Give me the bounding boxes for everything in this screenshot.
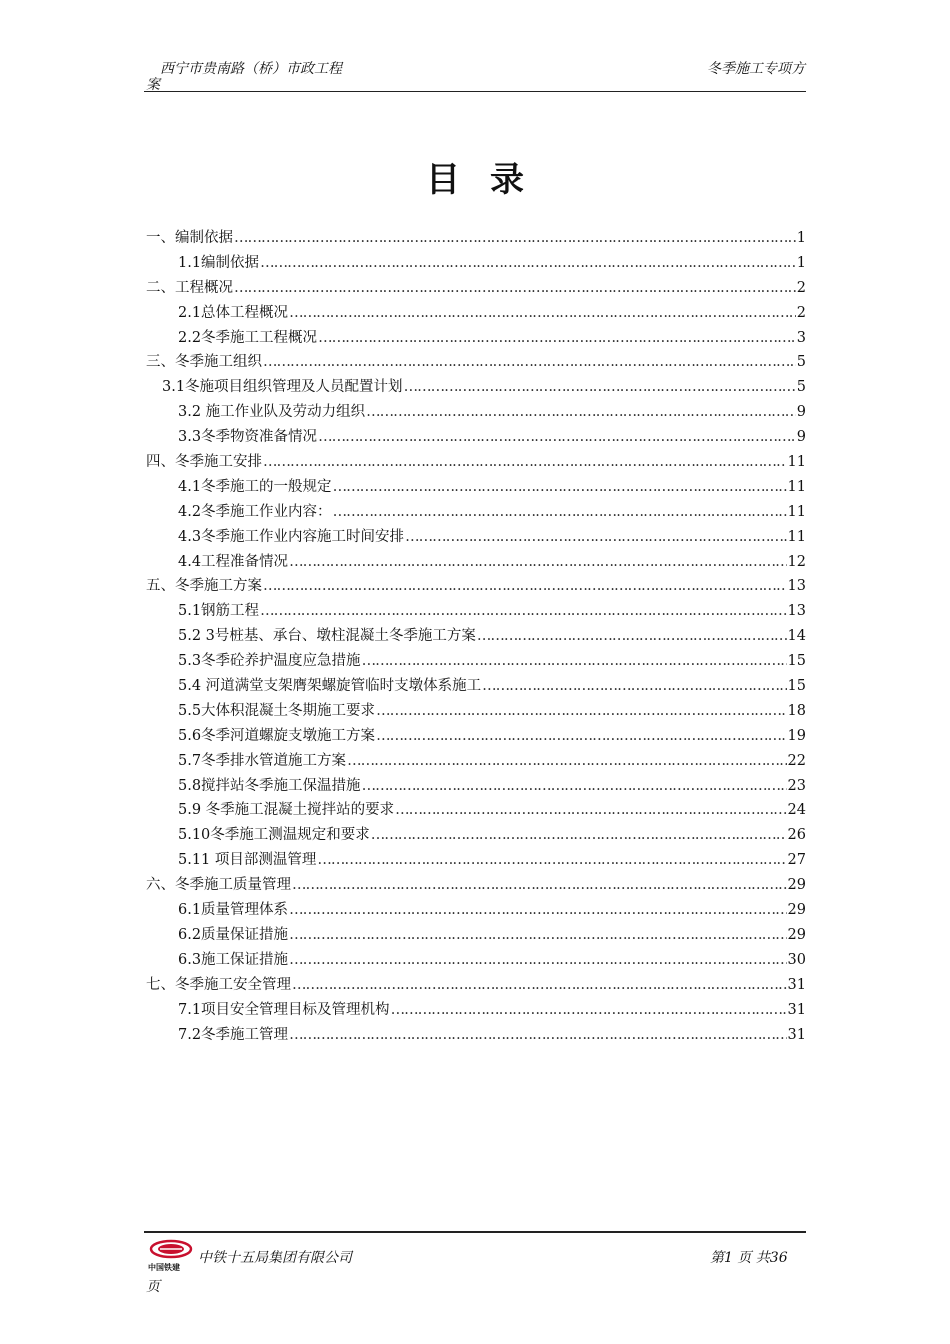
toc-entry[interactable]: [146, 375, 806, 400]
toc-leader-dots: [376, 703, 786, 719]
toc-entry[interactable]: [146, 550, 806, 575]
toc-entry[interactable]: [146, 873, 806, 898]
footer-company: 中铁十五局集团有限公司: [198, 1250, 352, 1266]
footer-page-info: 第1 页 共36: [710, 1250, 788, 1266]
toc-entry-label: 5.1钢筋工程: [178, 603, 260, 620]
toc-leader-dots: [371, 827, 787, 843]
toc-entry[interactable]: [146, 923, 806, 948]
toc-entry-page: 26: [787, 827, 806, 844]
toc-entry-page: 24: [787, 802, 806, 819]
toc-entry-page: 1: [796, 230, 806, 246]
toc-entry-page: 3: [796, 329, 806, 346]
toc-entry-page: 27: [787, 852, 806, 869]
toc-leader-dots: [395, 802, 786, 818]
toc-entry-label: 五、冬季施工方案: [146, 578, 262, 595]
toc-entry[interactable]: [146, 525, 806, 550]
toc-entry-label: 一、编制依据: [146, 230, 233, 246]
toc-entry-label: 5.4 河道满堂支架膺架螺旋管临时支墩体系施工: [178, 678, 482, 695]
toc-leader-dots: [289, 902, 786, 918]
toc-entry-page: 18: [787, 702, 806, 719]
toc-entry-label: 6.3施工保证措施: [178, 951, 289, 968]
toc-entry-page: 29: [787, 926, 806, 943]
toc-entry[interactable]: [146, 973, 806, 998]
toc-entry[interactable]: [146, 674, 806, 699]
toc-entry[interactable]: [146, 798, 806, 823]
toc-entry[interactable]: [146, 574, 806, 599]
toc-entry-label: 1.1编制依据: [178, 254, 260, 271]
toc-entry-page: 2: [796, 279, 806, 296]
page-title: 目录: [426, 160, 554, 200]
toc-entry[interactable]: [146, 898, 806, 923]
toc-leader-dots: [404, 379, 796, 395]
toc-leader-dots: [234, 230, 796, 246]
toc-entry[interactable]: [146, 301, 806, 326]
header-doc-title: 冬季施工专项方: [707, 61, 805, 77]
toc-leader-dots: [289, 305, 796, 321]
toc-entry-page: 11: [787, 454, 806, 471]
toc-entry-page: 22: [787, 752, 806, 769]
toc-entry-label: 三、冬季施工组织: [146, 354, 262, 371]
toc-entry-label: 二、工程概况: [146, 279, 233, 296]
toc-entry[interactable]: [146, 1023, 806, 1048]
toc-entry-page: 9: [796, 429, 806, 446]
toc-leader-dots: [289, 952, 786, 968]
toc-entry-label: 5.2 3号桩基、承台、墩柱混凝土冬季施工方案: [178, 628, 476, 645]
toc-entry-page: 12: [787, 553, 806, 570]
toc-entry[interactable]: [146, 326, 806, 351]
toc-entry-page: 30: [787, 951, 806, 968]
toc-entry[interactable]: [146, 475, 806, 500]
toc-entry-page: 29: [787, 877, 806, 894]
toc-leader-dots: [362, 778, 787, 794]
toc-entry-label: 2.2冬季施工工程概况: [178, 329, 318, 346]
toc-leader-dots: [347, 753, 786, 769]
toc-entry-page: 1: [796, 254, 806, 271]
toc-entry-label: 3.3冬季物资准备情况: [178, 429, 318, 446]
toc-leader-dots: [317, 852, 786, 868]
toc-leader-dots: [318, 330, 796, 346]
toc-entry-label: 5.6冬季河道螺旋支墩施工方案: [178, 727, 376, 744]
toc-entry-page: 5: [796, 354, 806, 371]
toc-leader-dots: [260, 255, 796, 271]
toc-entry-page: 23: [787, 777, 806, 794]
toc-entry[interactable]: [146, 774, 806, 799]
header-divider: [144, 91, 806, 92]
toc-entry-label: 6.1质量管理体系: [178, 902, 289, 919]
toc-entry[interactable]: [146, 226, 806, 251]
toc-leader-dots: [292, 877, 787, 893]
toc-entry[interactable]: [146, 624, 806, 649]
toc-leader-dots: [289, 1027, 786, 1043]
toc-entry-label: 5.9 冬季施工混凝土搅拌站的要求: [178, 802, 395, 819]
toc-entry-page: 13: [787, 603, 806, 620]
toc-entry-page: 9: [796, 404, 806, 421]
toc-entry[interactable]: [146, 350, 806, 375]
toc-leader-dots: [234, 280, 796, 296]
toc-entry-label: 3.1冬施项目组织管理及人员配置计划: [162, 379, 403, 396]
logo-caption: 中国铁建: [148, 1263, 180, 1272]
toc-entry-page: 11: [787, 503, 806, 520]
toc-entry[interactable]: [146, 848, 806, 873]
toc-leader-dots: [292, 977, 787, 993]
toc-entry-label: 5.11 项目部测温管理: [178, 852, 317, 869]
toc-entry-label: 5.10冬季施工测温规定和要求: [178, 827, 370, 844]
toc-entry-label: 5.3冬季砼养护温度应急措施: [178, 653, 361, 670]
toc-entry-label: 2.1总体工程概况: [178, 304, 289, 321]
toc-entry-label: 四、冬季施工安排: [146, 454, 262, 471]
footer-page-info-cont: 页: [146, 1279, 160, 1295]
toc-entry-label: 六、冬季施工质量管理: [146, 877, 291, 894]
toc-entry[interactable]: [146, 500, 806, 525]
toc-entry-page: 29: [787, 902, 806, 919]
toc-entry[interactable]: [146, 400, 806, 425]
toc-leader-dots: [263, 454, 787, 470]
toc-entry-page: 11: [787, 528, 806, 545]
toc-entry-page: 5: [796, 379, 806, 396]
footer-divider: [144, 1231, 806, 1233]
toc-entry-page: 15: [787, 653, 806, 670]
toc-entry[interactable]: [146, 699, 806, 724]
toc-entry[interactable]: [146, 998, 806, 1023]
toc-leader-dots: [362, 653, 787, 669]
toc-leader-dots: [366, 404, 796, 420]
toc-entry-label: 4.2冬季施工作业内容：: [178, 503, 332, 520]
table-of-contents: [146, 226, 806, 1047]
toc-leader-dots: [477, 628, 787, 644]
toc-entry-label: 4.3冬季施工作业内容施工时间安排: [178, 528, 405, 545]
toc-leader-dots: [260, 603, 786, 619]
toc-entry-page: 15: [787, 678, 806, 695]
toc-entry[interactable]: [146, 251, 806, 276]
toc-entry[interactable]: [146, 724, 806, 749]
header-project-name-cont: 案: [146, 77, 160, 93]
toc-leader-dots: [391, 1002, 787, 1018]
header-project-name: 西宁市贵南路（桥）市政工程: [160, 61, 342, 77]
toc-leader-dots: [263, 578, 787, 594]
toc-leader-dots: [376, 728, 786, 744]
toc-entry-label: 5.7冬季排水管道施工方案: [178, 752, 347, 769]
toc-leader-dots: [289, 554, 786, 570]
toc-entry-label: 3.2 施工作业队及劳动力组织: [178, 404, 366, 421]
toc-leader-dots: [263, 354, 796, 370]
toc-entry-page: 14: [787, 628, 806, 645]
toc-entry-label: 4.1冬季施工的一般规定: [178, 478, 332, 495]
toc-leader-dots: [318, 429, 796, 445]
toc-entry-label: 5.8搅拌站冬季施工保温措施: [178, 777, 361, 794]
toc-leader-dots: [289, 927, 786, 943]
toc-entry-label: 5.5大体积混凝土冬期施工要求: [178, 702, 376, 719]
toc-entry-label: 7.2冬季施工管理: [178, 1026, 289, 1043]
toc-entry[interactable]: [146, 948, 806, 973]
toc-entry[interactable]: [146, 599, 806, 624]
toc-leader-dots: [405, 529, 786, 545]
toc-entry[interactable]: [146, 450, 806, 475]
toc-entry-label: 6.2质量保证措施: [178, 926, 289, 943]
toc-entry[interactable]: [146, 425, 806, 450]
toc-entry-page: 2: [796, 304, 806, 321]
toc-entry-label: 7.1项目安全管理目标及管理机构: [178, 1001, 390, 1018]
toc-leader-dots: [333, 504, 787, 520]
toc-entry-label: 4.4工程准备情况: [178, 553, 289, 570]
toc-entry-page: 13: [787, 578, 806, 595]
toc-entry[interactable]: [146, 749, 806, 774]
toc-entry-page: 19: [787, 727, 806, 744]
toc-entry[interactable]: [146, 276, 806, 301]
toc-entry-page: 31: [787, 1001, 806, 1018]
toc-leader-dots: [482, 678, 786, 694]
toc-entry-page: 31: [787, 1026, 806, 1043]
toc-entry[interactable]: [146, 649, 806, 674]
toc-entry-page: 31: [787, 976, 806, 993]
toc-entry[interactable]: [146, 823, 806, 848]
toc-entry-label: 七、冬季施工安全管理: [146, 976, 291, 993]
toc-entry-page: 11: [787, 478, 806, 495]
toc-leader-dots: [333, 479, 787, 495]
